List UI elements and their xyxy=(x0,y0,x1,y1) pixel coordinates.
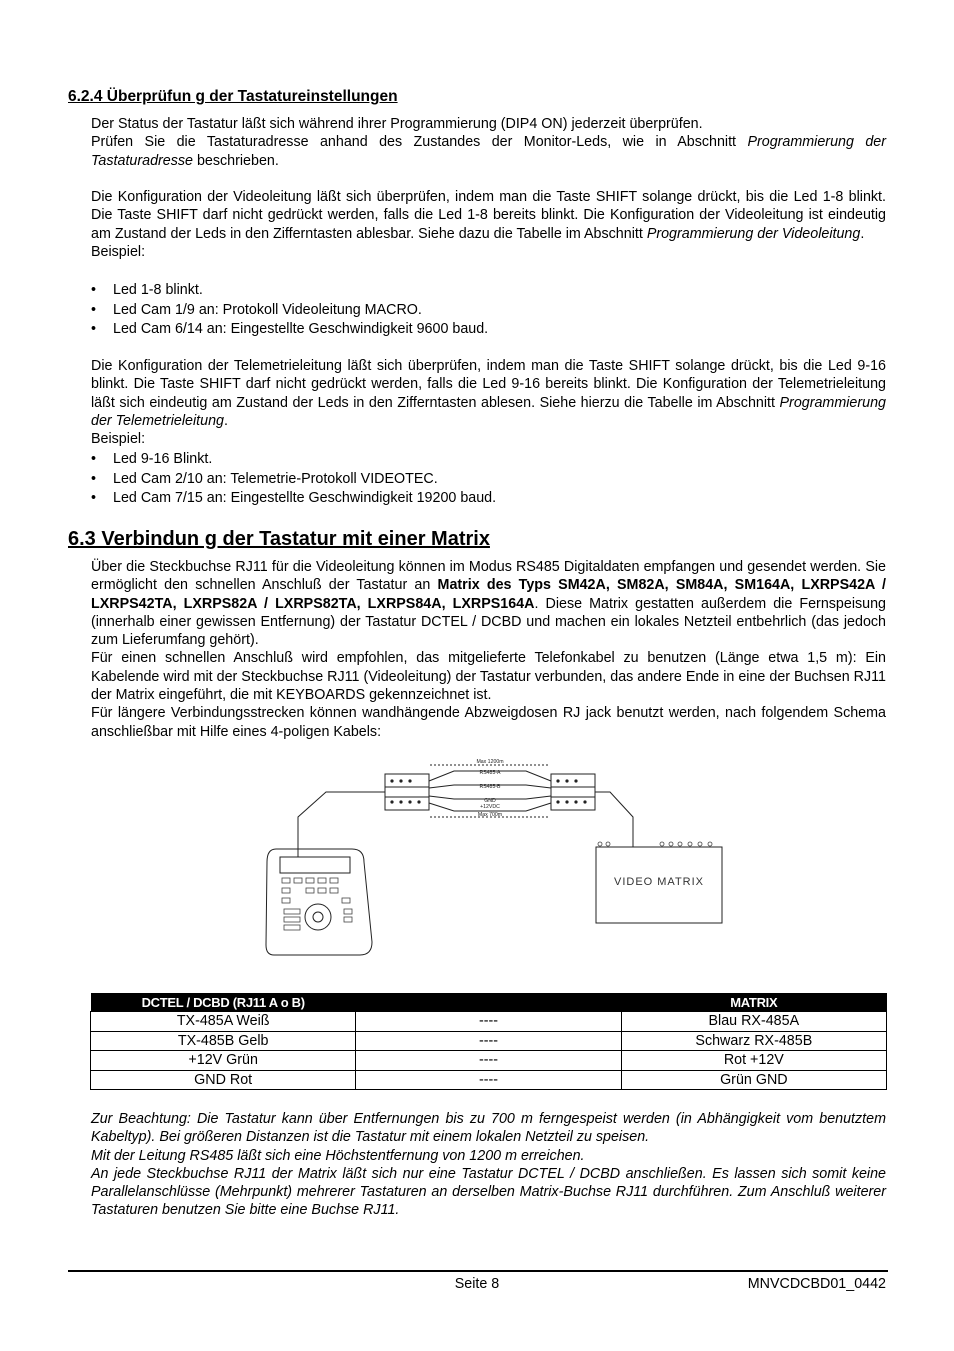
list-item: • Led Cam 7/15 an: Eingestellte Geschwindigkeit 19200 baud. xyxy=(91,489,886,509)
table-cell: TX-485B Gelb xyxy=(91,1031,356,1051)
text: Prüfen Sie die Tastaturadresse anhand des Zustandes der Monitor-Leds, wie in Abschnitt xyxy=(91,134,748,151)
section-heading-6-3: 6.3 Verbindun g der Tastatur mit einer Matrix xyxy=(68,528,490,550)
paragraph-status xyxy=(91,115,886,170)
bullet-list-video xyxy=(91,281,886,340)
label-rs485b: RS485-B xyxy=(479,784,501,790)
table-row xyxy=(91,1031,887,1051)
connection-table xyxy=(90,993,887,1090)
text: . Diese Matrix gestatten außerdem die Fernspeisung (innerhalb einer gewissen Entfernung) der Tastatur DCTEL / DCBD und machen ein lokales Netzteil entbehrlich (das jedoch zum Lieferumfang gehört). xyxy=(91,595,887,649)
list-item: • Led 1-8 blinkt. xyxy=(91,281,886,301)
italic-reference: Programmierung der Telemetrieleitung xyxy=(91,394,886,429)
table-row xyxy=(91,1012,887,1032)
video-matrix-label: VIDEO MATRIX xyxy=(613,876,705,888)
header-dctel: DCTEL / DCBD (RJ11 A o B) xyxy=(91,993,356,1012)
table-cell: Grün GND xyxy=(621,1070,886,1090)
bullet-list-telemetry xyxy=(91,450,886,509)
table-row xyxy=(91,1051,887,1071)
table-cell: TX-485A Weiß xyxy=(91,1012,356,1032)
paragraph-videoleitung xyxy=(91,188,886,261)
text: Die Konfiguration der Videoleitung läßt sich überprüfen, indem man die Taste SHIFT solange drückt, bis die Led 1-8 blinkt. Die Taste SHIFT darf nicht gedrückt werden, falls die Led 1-8 bereits blinkt. Die Konfiguration der Videoleitung ist eindeutig am Zustand der Leds in den Zifferntasten ablesbar. Siehe dazu die Tabelle im Abschnitt xyxy=(91,189,886,242)
paragraph-text: Für längere Verbindungsstrecken können wandhängende Abzweigdosen RJ jack benutzt werden, nach folgendem Schema anschließbar mit Hilfe eines 4-poligen Kabels: xyxy=(91,705,886,740)
table-cell: +12V Grün xyxy=(91,1051,356,1071)
table-cell: ---- xyxy=(356,1051,621,1071)
paragraph-telemetrie xyxy=(91,357,886,448)
paragraph-text xyxy=(91,558,886,649)
text: . xyxy=(860,225,865,242)
label-max-1200: Max 1200m xyxy=(476,759,504,765)
table-cell: GND Rot xyxy=(91,1070,356,1090)
section-heading-6-2-4: 6.2.4 Überprüfun g der Tastatureinstellungen xyxy=(68,88,398,105)
example-label: Beispiel: xyxy=(91,243,146,260)
header-spacer xyxy=(356,993,621,1012)
note-block xyxy=(91,1110,886,1220)
italic-reference: Programmierung der Videoleitung xyxy=(646,225,861,242)
document-code: MNVCDCBD01_0442 xyxy=(747,1276,886,1292)
paragraph-text: Für einen schnellen Anschluß wird empfohlen, das mitgelieferte Telefonkabel zu benutzen (Länge etwa 1,5 m): Ein Kabelende wird mit der Steckbuchse RJ11 (Videoleitung) der Tastatur verbunden, das andere Ende in eine der Buchsen RJ11 der Matrix eingeführt, die mit KEYBOARDS gekennzeichnet ist. xyxy=(91,650,886,704)
note-paragraph: Mit der Leitung RS485 läßt sich eine Höchstentfernung von 1200 m erreichen. xyxy=(91,1147,585,1164)
page-number: Seite 8 xyxy=(454,1276,500,1292)
example-label: Beispiel: xyxy=(91,431,146,448)
keyboard-joystick xyxy=(305,904,331,930)
text: . xyxy=(224,412,228,429)
paragraph-line: Der Status der Tastatur läßt sich während ihrer Programmierung (DIP4 ON) jederzeit überprüfen. xyxy=(91,116,703,132)
label-gnd: GND xyxy=(484,798,496,804)
italic-reference: Programmierung der Tastaturadresse xyxy=(91,134,887,169)
paragraph-connection xyxy=(91,558,886,741)
label-max-700: Max 700m xyxy=(477,812,503,818)
table-cell: ---- xyxy=(356,1031,621,1051)
paragraph-text xyxy=(91,357,886,430)
note-paragraph: Zur Beachtung: Die Tastatur kann über Entfernungen bis zu 700 m ferngespeist werden (in Abhängigkeit vom benutztem Kabeltyp). Bei größeren Distanzen ist die Tastatur mit einem lokalen Netzteil zu speisen. xyxy=(91,1111,886,1146)
junction-box-left xyxy=(385,774,429,810)
header-matrix: MATRIX xyxy=(621,993,886,1012)
keyboard-cable xyxy=(298,792,385,857)
list-item: • Led 9-16 Blinkt. xyxy=(91,450,886,470)
matrix-cable xyxy=(595,792,633,847)
paragraph-text xyxy=(91,188,886,243)
label-rs485a: RS485-A xyxy=(479,770,501,776)
wiring-diagram xyxy=(264,757,724,961)
table-cell: Blau RX-485A xyxy=(621,1012,886,1032)
note-paragraph: An jede Steckbuchse RJ11 der Matrix läßt sich nur eine Tastatur DCTEL / DCBD anschließen. Es lassen sich somit keine Parallelanschlüsse (Mehrpunkt) mehrerer Tastaturen an derselben Matrix-Buchse RJ11 durchführen. Zum Anschluß weiterer Tastaturen benutzen Sie bitte eine Buchse RJ11. xyxy=(91,1165,886,1219)
junction-box-right xyxy=(551,774,595,810)
table-cell: Schwarz RX-485B xyxy=(621,1031,886,1051)
text: Die Konfiguration der Telemetrieleitung läßt sich überprüfen, indem man die Taste SHIFT solange drückt, bis die Led 9-16 blinkt. Die Taste SHIFT darf nicht gedrückt werden, falls die Led 9-16 bereits blinkt. Die Konfiguration der Telemetrieleitung läßt sich eindeutig am Zustand der Leds in den Zifferntasten ablesen. Siehe hierzu die Tabelle im Abschnitt xyxy=(91,358,886,411)
footer-divider xyxy=(68,1270,888,1272)
label-12vdc: +12VDC xyxy=(480,804,500,810)
bold-matrix-types: Matrix des Typs SM42A, SM82A, SM84A, SM164A, LXRPS42A / LXRPS42TA, LXRPS82A / LXRPS82TA, LXRPS84A, LXRPS164A xyxy=(91,577,886,612)
table-row xyxy=(91,1070,887,1090)
paragraph-line xyxy=(91,133,886,170)
list-item: • Led Cam 1/9 an: Protokoll Videoleitung MACRO. xyxy=(91,301,886,321)
table-cell: ---- xyxy=(356,1070,621,1090)
text: beschrieben. xyxy=(193,152,279,169)
text: Über die Steckbuchse RJ11 für die Videoleitung können im Modus RS485 Digitaldaten empfangen und gesendet werden. Sie ermöglicht den schnellen Anschluß der Tastatur an xyxy=(91,559,886,594)
table-cell: ---- xyxy=(356,1012,621,1032)
table-cell: Rot +12V xyxy=(621,1051,886,1071)
list-item: • Led Cam 6/14 an: Eingestellte Geschwindigkeit 9600 baud. xyxy=(91,320,886,340)
list-item: • Led Cam 2/10 an: Telemetrie-Protokoll VIDEOTEC. xyxy=(91,470,886,490)
table-header-row xyxy=(91,993,887,1012)
